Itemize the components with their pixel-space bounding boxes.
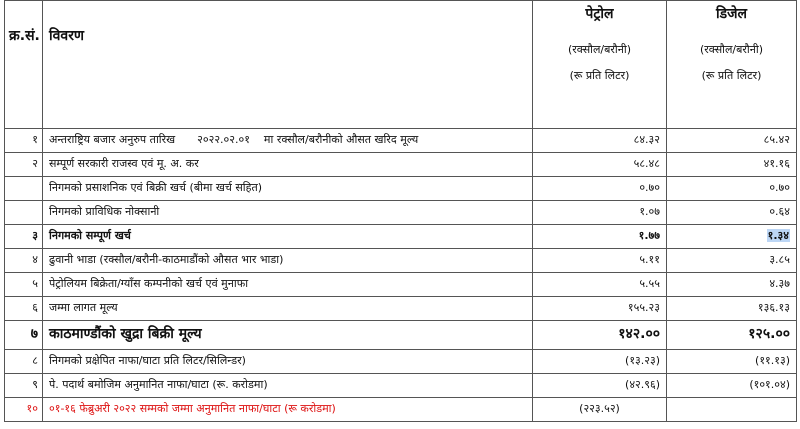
header-description: विवरण [43,1,533,129]
row-sn: ५ [5,273,43,297]
petrol-title: पेट्रोल [585,6,614,22]
header-sn: क्र.सं. [5,1,43,129]
row-petrol-value: ८४.३२ [533,129,667,153]
row-diesel-value: (१०१.०४) [667,374,797,398]
table-header-row [5,1,797,129]
row-diesel-value: ८५.४२ [667,129,797,153]
row-diesel-value: ०.६४ [667,201,797,225]
header-petrol [533,1,667,129]
row-sn: ७ [5,321,43,350]
row-petrol-value: १.७७ [533,225,667,249]
table-row [5,153,797,177]
row-sn: १० [5,398,43,422]
diesel-unit: (रू प्रति लिटर) [701,69,762,83]
row-description: पे. पदार्थ बमोजिम अनुमानित नाफा/घाटा (रू. करोडमा) [43,374,533,398]
row-diesel-value: (११.१३) [667,350,797,374]
diesel-location: (रक्सौल/बरौनी) [699,43,764,57]
diesel-title: डिजेल [716,6,747,22]
row-sn: ३ [5,225,43,249]
row-petrol-value: (२२३.५२) [533,398,667,422]
row-description: सम्पूर्ण सरकारी राजस्व एवं मू. अ. कर [43,153,533,177]
table-row [5,225,797,249]
row-diesel-value: १२५.०० [667,321,797,350]
row-desc-date: २०२२.०२.०१ [197,133,250,147]
table-row-total [5,398,797,422]
row-description: निगमको प्रक्षेपित नाफा/घाटा प्रति लिटर/सिलिन्डर) [43,350,533,374]
row-description: ०१-१६ फेब्रुअरी २०२२ सम्मको जम्मा अनुमानित नाफा/घाटा (रू करोडमा) [43,398,533,422]
fuel-price-table [4,0,797,422]
table-row [5,321,797,350]
row-diesel-value: ४१.१६ [667,153,797,177]
table-row [5,249,797,273]
row-diesel-value [667,225,797,249]
row-description: पेट्रोलियम बिक्रेता/ग्याँस कम्पनीको खर्च एवं मुनाफा [43,273,533,297]
petrol-location: (रक्सौल/बरौनी) [567,43,632,57]
petrol-unit: (रू प्रति लिटर) [569,69,630,83]
row-sn: ४ [5,249,43,273]
row-petrol-value: (१३.२३) [533,350,667,374]
table-row [5,177,797,201]
row-description: निगमको प्रसाशनिक एवं बिक्री खर्च (बीमा खर्च सहित) [43,177,533,201]
table-row [5,374,797,398]
row-petrol-value: ५.५५ [533,273,667,297]
row-petrol-value: १.०७ [533,201,667,225]
row-sn [5,201,43,225]
row-sn: २ [5,153,43,177]
row-petrol-value: १५५.२३ [533,297,667,321]
row-diesel-value: १३६.१३ [667,297,797,321]
row-diesel-value [667,398,797,422]
row-sn: १ [5,129,43,153]
table-row [5,273,797,297]
highlighted-value: १.३४ [767,229,789,243]
row-sn: ८ [5,350,43,374]
row-petrol-value: ५८.४८ [533,153,667,177]
row-petrol-value: (४२.९६) [533,374,667,398]
table-row [5,350,797,374]
row-diesel-value: ४.३७ [667,273,797,297]
row-sn [5,177,43,201]
row-description: निगमको प्राविधिक नोक्सानी [43,201,533,225]
row-description [43,129,533,153]
table-row [5,297,797,321]
header-diesel [667,1,797,129]
row-diesel-value: ०.७० [667,177,797,201]
row-description: ढुवानी भाडा (रक्सौल/बरौनी-काठमाडौंको औसत भार भाडा) [43,249,533,273]
row-sn: ९ [5,374,43,398]
row-diesel-value: ३.८५ [667,249,797,273]
table-row [5,129,797,153]
row-desc-head: अन्तराष्ट्रिय बजार अनुरुप तारिख [49,133,176,147]
row-description: जम्मा लागत मूल्य [43,297,533,321]
row-description: निगमको सम्पूर्ण खर्च [43,225,533,249]
row-description: काठमाण्डौंको खुद्रा बिक्री मूल्य [43,321,533,350]
row-petrol-value: ०.७० [533,177,667,201]
table-row [5,201,797,225]
row-petrol-value: ५.११ [533,249,667,273]
row-sn: ६ [5,297,43,321]
row-desc-tail: मा रक्सौल/बरौनीको औसत खरिद मूल्य [263,133,419,147]
row-petrol-value: १४२.०० [533,321,667,350]
